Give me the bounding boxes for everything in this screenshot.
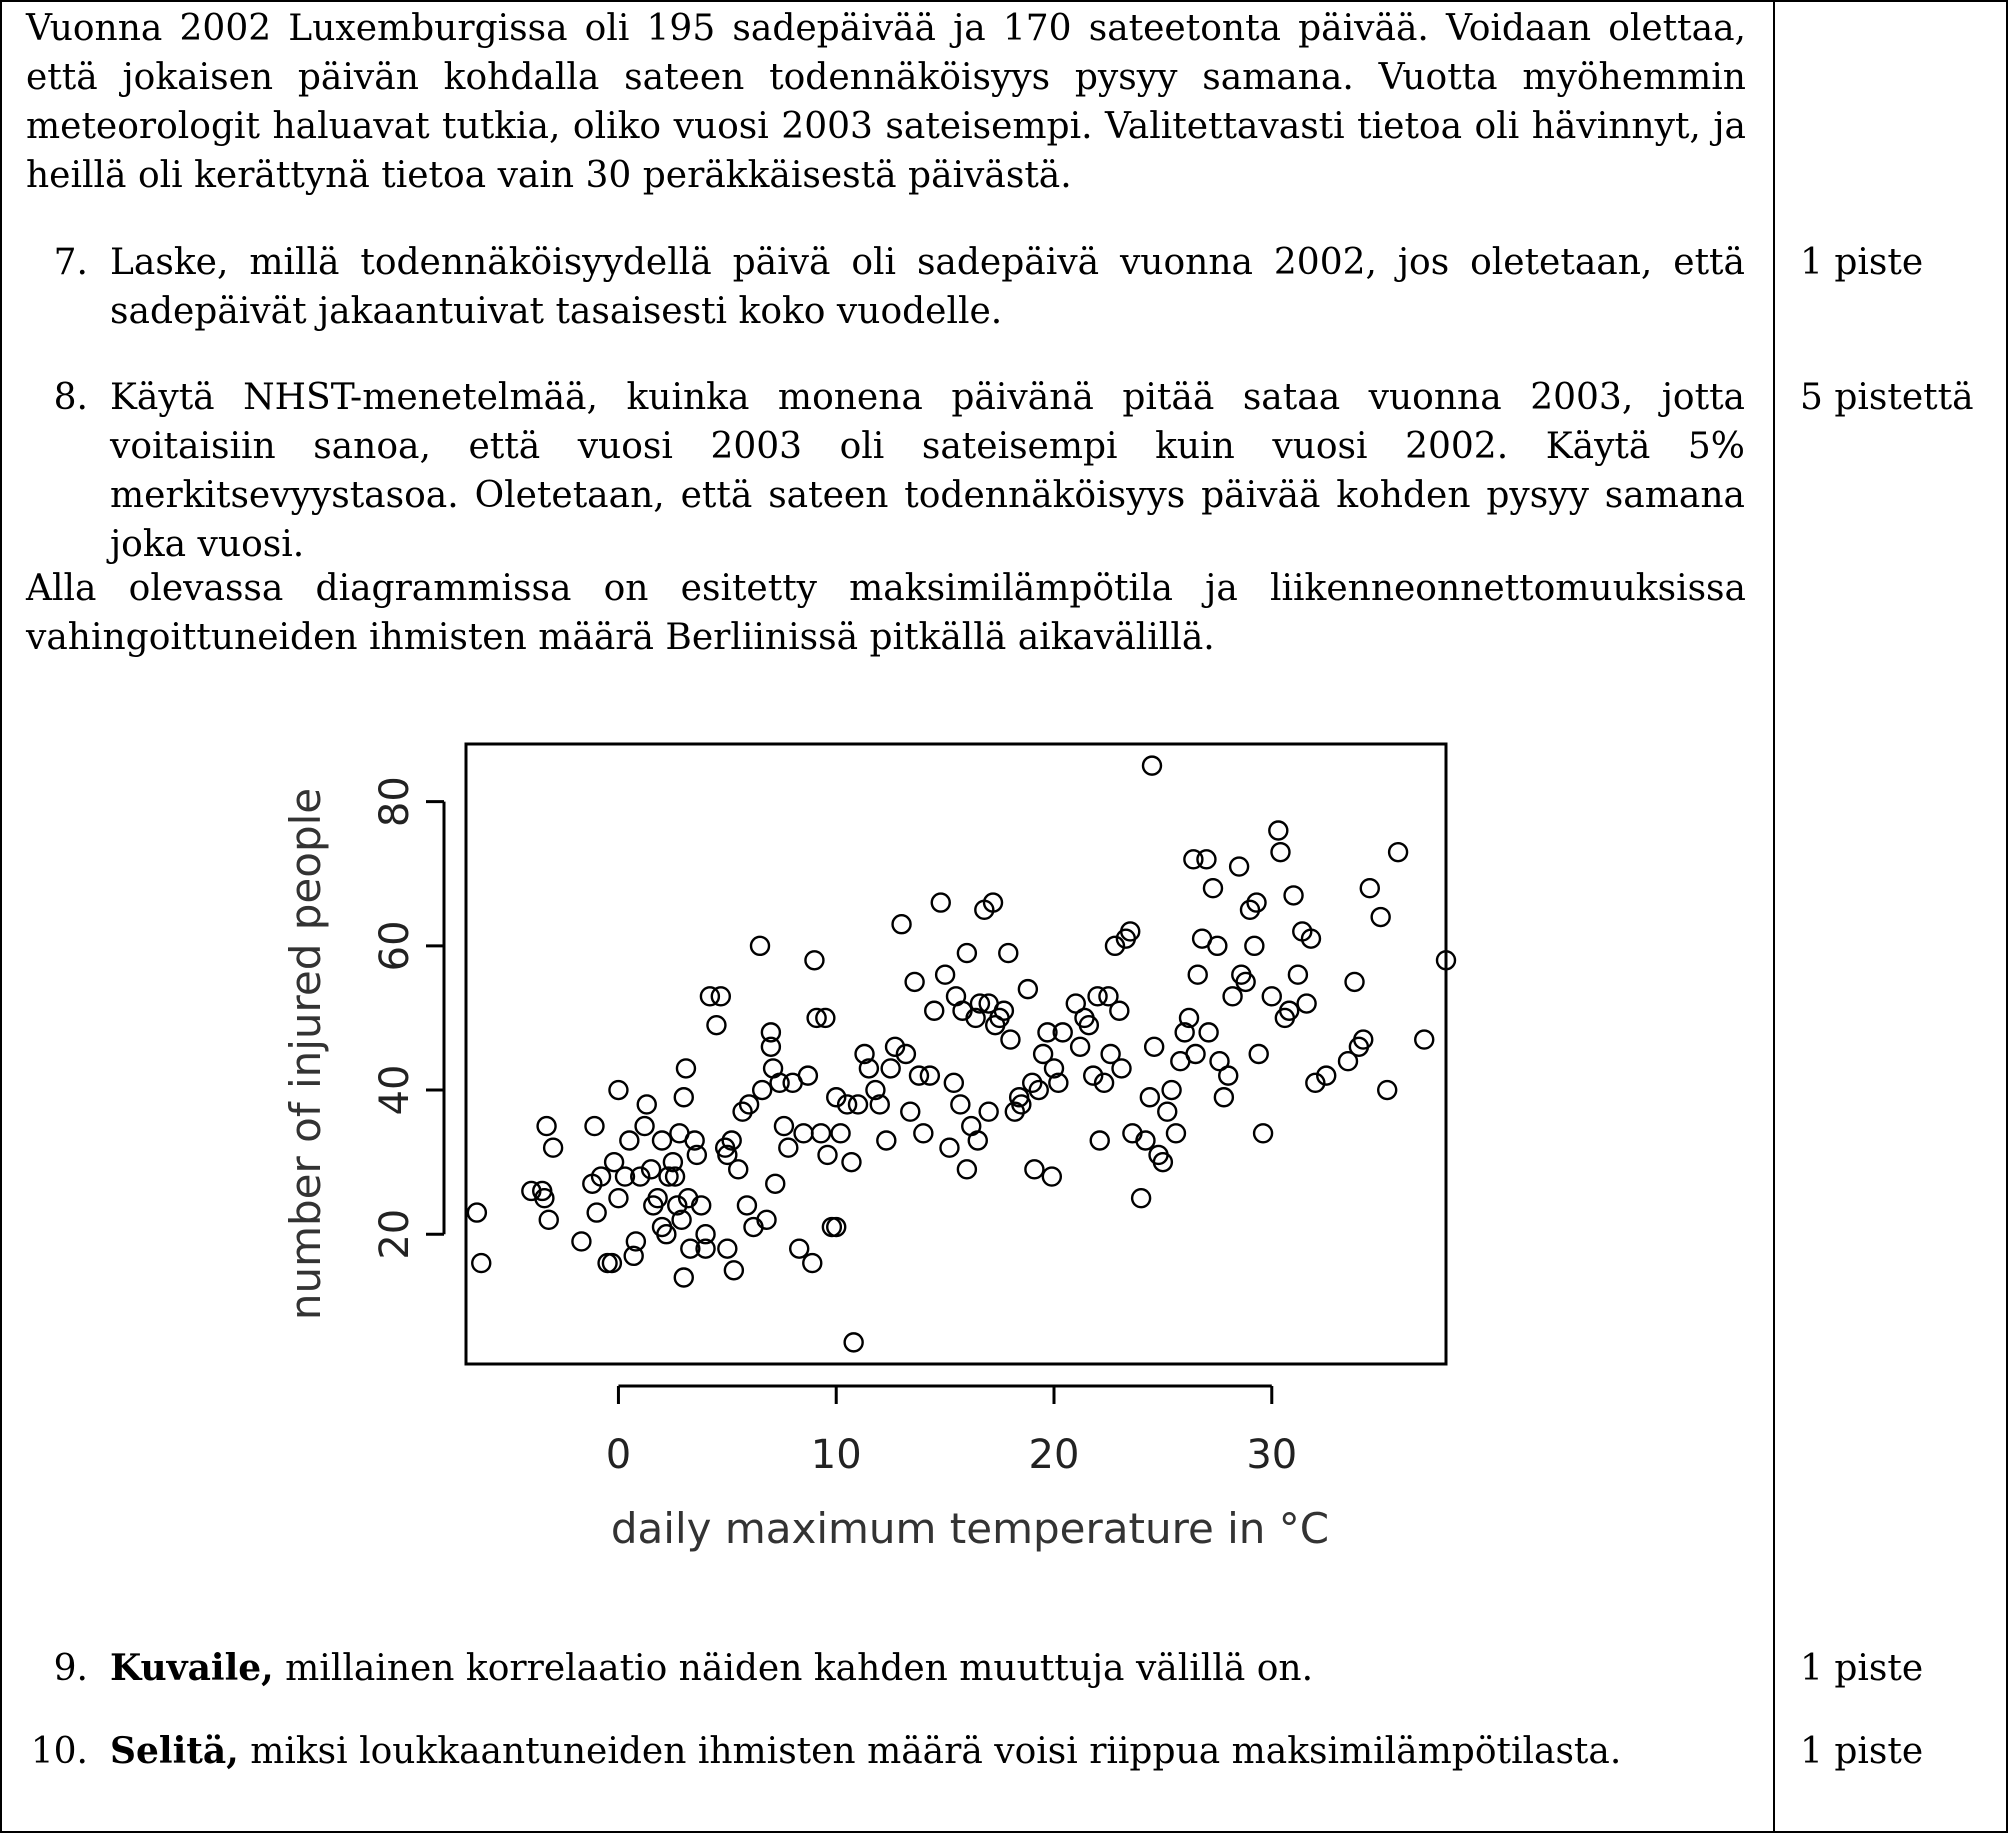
data-point (945, 1074, 963, 1092)
question-7-points: 1 piste (1800, 242, 1924, 283)
data-point (472, 1254, 490, 1272)
points-column-divider (1773, 0, 1775, 1833)
question-10-points: 1 piste (1800, 1731, 1924, 1772)
data-point (707, 1016, 725, 1034)
data-point (1254, 1124, 1272, 1142)
data-point (1208, 937, 1226, 955)
data-point (1269, 822, 1287, 840)
data-point (636, 1117, 654, 1135)
data-point (795, 1124, 813, 1142)
data-point (1298, 995, 1316, 1013)
data-point (1361, 879, 1379, 897)
data-point (1071, 1038, 1089, 1056)
data-point (827, 1218, 845, 1236)
data-point (803, 1254, 821, 1272)
data-point (1389, 843, 1407, 861)
data-point (1091, 1132, 1109, 1150)
data-point (790, 1240, 808, 1258)
data-point (925, 1002, 943, 1020)
data-point (701, 987, 719, 1005)
data-point (1250, 1045, 1268, 1063)
data-point (712, 987, 730, 1005)
data-point (1224, 987, 1242, 1005)
data-point (1263, 987, 1281, 1005)
x-axis (606, 1386, 1298, 1478)
y-axis-label: number of injured people (281, 787, 330, 1321)
data-point (1204, 879, 1222, 897)
data-point (1415, 1031, 1433, 1049)
x-tick-label: 30 (1246, 1432, 1298, 1478)
question-number: 8. (53, 377, 88, 418)
data-point (799, 1067, 817, 1085)
data-point (1110, 1002, 1128, 1020)
data-point (751, 937, 769, 955)
data-point (819, 1146, 837, 1164)
data-point (1001, 1031, 1019, 1049)
data-point (468, 1204, 486, 1222)
data-point (766, 1175, 784, 1193)
data-point (1143, 757, 1161, 775)
x-tick-label: 20 (1028, 1432, 1080, 1478)
data-point (969, 1132, 987, 1150)
data-point (572, 1232, 590, 1250)
data-point (1025, 1160, 1043, 1178)
data-point (1089, 987, 1107, 1005)
data-point (588, 1204, 606, 1222)
data-point (1378, 1081, 1396, 1099)
data-point (718, 1240, 736, 1258)
data-point (538, 1117, 556, 1135)
data-point (1346, 973, 1364, 991)
data-point (958, 944, 976, 962)
data-point (540, 1211, 558, 1229)
data-point (1145, 1038, 1163, 1056)
data-point (910, 1067, 928, 1085)
x-axis-label: daily maximum temperature in °C (610, 1504, 1330, 1553)
data-point (940, 1139, 958, 1157)
data-point (738, 1196, 756, 1214)
data-point (1200, 1023, 1218, 1041)
x-tick-label: 10 (810, 1432, 862, 1478)
y-axis (372, 776, 444, 1259)
data-point (805, 951, 823, 969)
data-point (653, 1132, 671, 1150)
data-point (980, 1103, 998, 1121)
data-point (906, 973, 924, 991)
data-point (544, 1139, 562, 1157)
y-tick-label: 80 (372, 776, 418, 828)
data-point (932, 894, 950, 912)
data-point (832, 1124, 850, 1142)
data-point (1245, 937, 1263, 955)
data-point (609, 1081, 627, 1099)
data-points (468, 757, 1455, 1352)
data-point (775, 1117, 793, 1135)
y-tick-label: 60 (372, 920, 418, 972)
data-point (677, 1059, 695, 1077)
y-tick-label: 20 (372, 1208, 418, 1260)
data-point (921, 1067, 939, 1085)
question-text: Käytä NHST-menetelmää, kuinka monena päivänä pitää sataa vuonna 2003, jotta voitaisiin sanoa, että vuosi 2003 oli sateisempi kuin vuosi 2002. Käytä 5% merkitsevyystasoa. Oletetaan, että sateen todennäköisyys päivää kohden pysyy samana joka vuosi. (110, 377, 1745, 565)
data-point (729, 1160, 747, 1178)
data-point (842, 1153, 860, 1171)
data-point (936, 966, 954, 984)
data-point (725, 1261, 743, 1279)
data-point (1043, 1168, 1061, 1186)
data-point (1132, 1189, 1150, 1207)
data-point (893, 915, 911, 933)
data-point (1219, 1067, 1237, 1085)
x-tick-label: 0 (605, 1432, 632, 1478)
data-point (877, 1132, 895, 1150)
data-point (1158, 1103, 1176, 1121)
data-point (823, 1218, 841, 1236)
data-point (1019, 980, 1037, 998)
data-point (1285, 886, 1303, 904)
data-point (958, 1160, 976, 1178)
data-point (638, 1095, 656, 1113)
data-point (1230, 858, 1248, 876)
data-point (1187, 1045, 1205, 1063)
data-point (1141, 1088, 1159, 1106)
data-point (599, 1254, 617, 1272)
data-point (914, 1124, 932, 1142)
question-text: Kuvaile, millainen korrelaatio näiden kahden muuttuja välillä on. (110, 1647, 1314, 1689)
question-text: Laske, millä todennäköisyydellä päivä oli sadepäivä vuonna 2002, jos oletetaan, että sadepäivät jakaantuivat tasaisesti koko vuodelle. (110, 242, 1745, 332)
data-point (845, 1333, 863, 1351)
data-point (753, 1081, 771, 1099)
question-text: Selitä, miksi loukkaantuneiden ihmisten määrä voisi riippua maksimilämpötilasta. (110, 1730, 1622, 1772)
intro-paragraph: Vuonna 2002 Luxemburgissa oli 195 sadepäivää ja 170 sateetonta päivää. Voidaan olettaa, että jokaisen päivän kohdalla sateen todennäköisyys pysyy samana. Vuotta myöhemmin meteorologit haluavat tutkia, oliko vuosi 2003 sateisempi. Valitettavasti tietoa oli hävinnyt, ja heillä oli kerättynä tietoa vain 30 peräkkäisestä päivästä. (26, 8, 1746, 196)
data-point (585, 1117, 603, 1135)
diagram-intro-paragraph: Alla olevassa diagrammissa on esitetty maksimilämpötila ja liikenneonnettomuuksissa vahingoittuneiden ihmisten määrä Berliinissä pitkällä aikavälillä. (26, 568, 1746, 658)
data-point (901, 1103, 919, 1121)
data-point (1189, 966, 1207, 984)
data-point (1271, 843, 1289, 861)
data-point (999, 944, 1017, 962)
data-point (849, 1095, 867, 1113)
data-point (812, 1124, 830, 1142)
y-tick-label: 40 (372, 1064, 418, 1116)
question-9-points: 1 piste (1800, 1648, 1924, 1689)
data-point (1372, 908, 1390, 926)
question-number: 10. (30, 1731, 88, 1772)
data-point (1197, 850, 1215, 868)
data-point (1289, 966, 1307, 984)
data-point (1113, 1059, 1131, 1077)
data-point (675, 1088, 693, 1106)
question-8-points: 5 pistettä (1800, 377, 1974, 418)
data-point (1167, 1124, 1185, 1142)
data-point (675, 1268, 693, 1286)
data-point (620, 1132, 638, 1150)
data-point (1215, 1088, 1233, 1106)
data-point (951, 1095, 969, 1113)
data-point (1163, 1081, 1181, 1099)
data-point (603, 1254, 621, 1272)
data-point (609, 1189, 627, 1207)
data-point (882, 1059, 900, 1077)
scatter-chart (280, 720, 1500, 1570)
data-point (779, 1139, 797, 1157)
question-number: 7. (53, 242, 88, 283)
question-number: 9. (53, 1648, 88, 1689)
